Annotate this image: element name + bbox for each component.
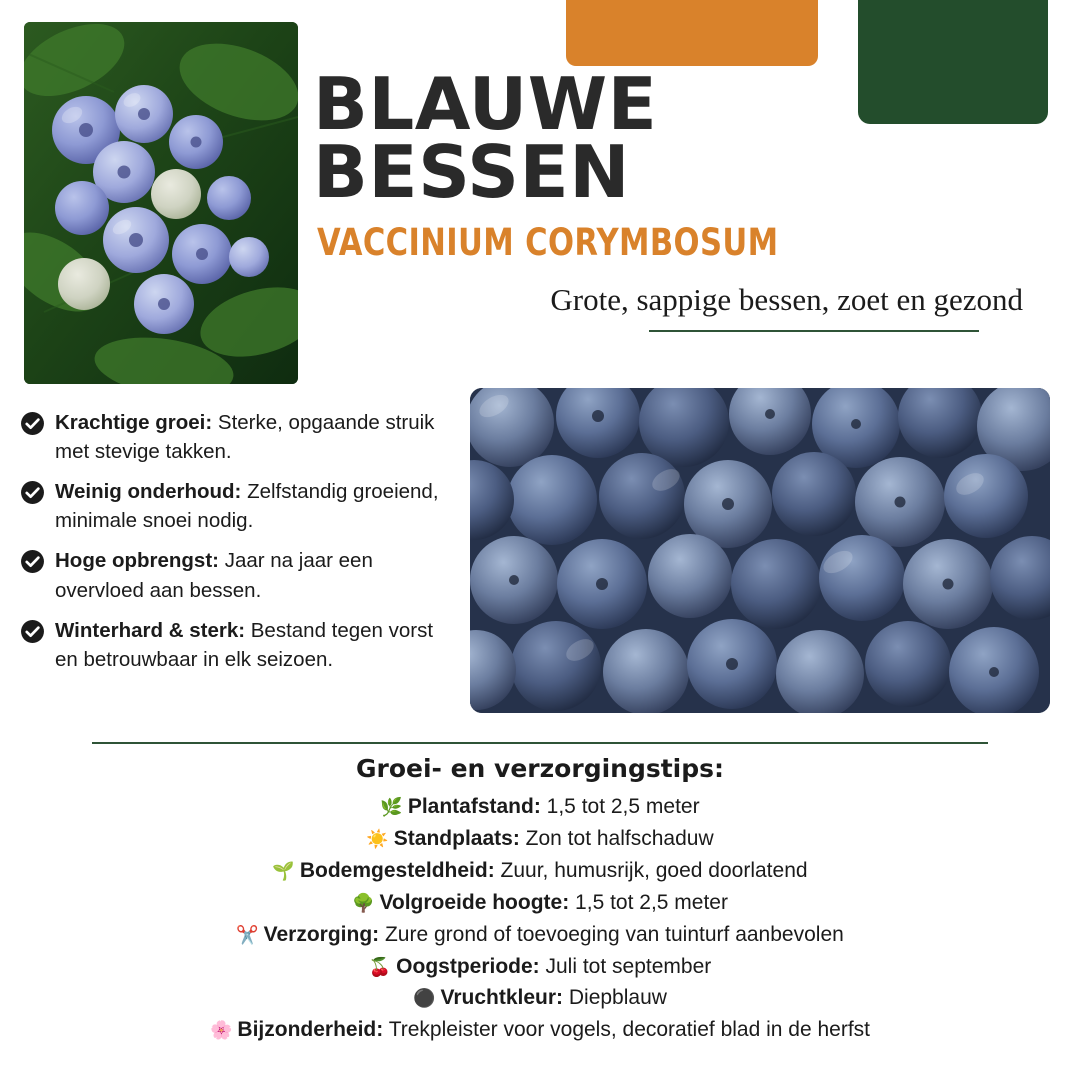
tip-label: Bodemgesteldheid: [299,858,495,882]
feature-body: Sterke, opgaande struik met stevige takken. [55,411,435,464]
list-item [0,1014,1080,1046]
tagline-divider [649,330,979,332]
feature-body: Jaar na jaar een overvloed aan bessen. [55,549,373,602]
list-item [20,616,452,674]
latin-name: VACCINIUM CORYMBOSUM [317,220,779,264]
check-circle-icon [20,480,45,505]
cherries-icon: 🍒 [368,956,392,977]
feature-label: Winterhard & sterk: [55,618,246,642]
tips-section [0,742,1080,1046]
check-circle-icon [20,549,45,574]
tip-value: Zuur, humusrijk, goed doorlatend [494,858,808,882]
sun-icon: ☀️ [366,828,389,849]
tips-list [0,791,1080,1046]
feature-body: Zelfstandig groeiend, minimale snoei nodig. [55,480,439,533]
list-item [20,546,452,604]
list-item [20,408,452,466]
tip-label: Verzorging: [263,922,380,946]
tip-label: Standplaats: [393,826,520,850]
title-line-2: BESSEN [313,130,630,215]
decorative-orange-block [566,0,818,66]
check-circle-icon [20,619,45,644]
black-circle-icon: ⚫ [413,988,436,1009]
list-item [20,477,452,535]
list-item [0,791,1080,823]
tip-label: Plantafstand: [407,795,541,818]
berry-closeup-photo [470,388,1050,713]
feature-text [55,477,452,535]
tip-label: Vruchtkleur: [440,986,564,1010]
feature-text [55,616,452,674]
check-circle-icon [20,411,45,436]
feature-body: Bestand tegen vorst en betrouwbaar in elk seizoen. [55,618,434,671]
list-item [0,855,1080,887]
tip-value: Trekpleister voor vogels, decoratief blad in de herfst [383,1018,871,1042]
tip-value: Zure grond of toevoeging van tuinturf aanbevolen [379,922,844,946]
tip-value: Diepblauw [563,986,667,1010]
feature-text [55,408,452,466]
tips-divider [92,742,988,744]
blossom-icon: 🌸 [209,1020,233,1041]
tip-label: Volgroeide hoogte: [379,890,570,914]
list-item [0,919,1080,951]
tip-value: 1,5 tot 2,5 meter [569,890,728,914]
feature-list [20,408,452,685]
tip-label: Bijzonderheid: [237,1018,384,1042]
tip-value: 1,5 tot 2,5 meter [540,795,700,818]
title-block [313,62,1053,332]
tagline: Grote, sappige bessen, zoet en gezond [550,281,1023,317]
list-item [0,887,1080,919]
feature-label: Weinig onderhoud: [55,480,242,504]
tips-title: Groei- en verzorgingstips: [355,754,725,783]
tip-label: Oogstperiode: [396,954,540,978]
feature-label: Hoge opbrengst: [55,549,219,573]
list-item [0,951,1080,983]
herb-icon: 🌿 [380,797,403,817]
page-title [313,62,1053,215]
feature-label: Krachtige groei: [55,411,213,434]
tree-icon: 🌳 [352,892,375,913]
title-line-1: BLAUWE [313,62,658,146]
hero-plant-photo [24,22,298,384]
feature-text [55,546,452,604]
tip-value: Juli tot september [539,954,712,978]
list-item [0,982,1080,1014]
scissors-icon: ✂️ [236,924,259,945]
list-item [0,823,1080,855]
seedling-icon: 🌱 [272,860,295,881]
tip-value: Zon tot halfschaduw [519,826,714,850]
